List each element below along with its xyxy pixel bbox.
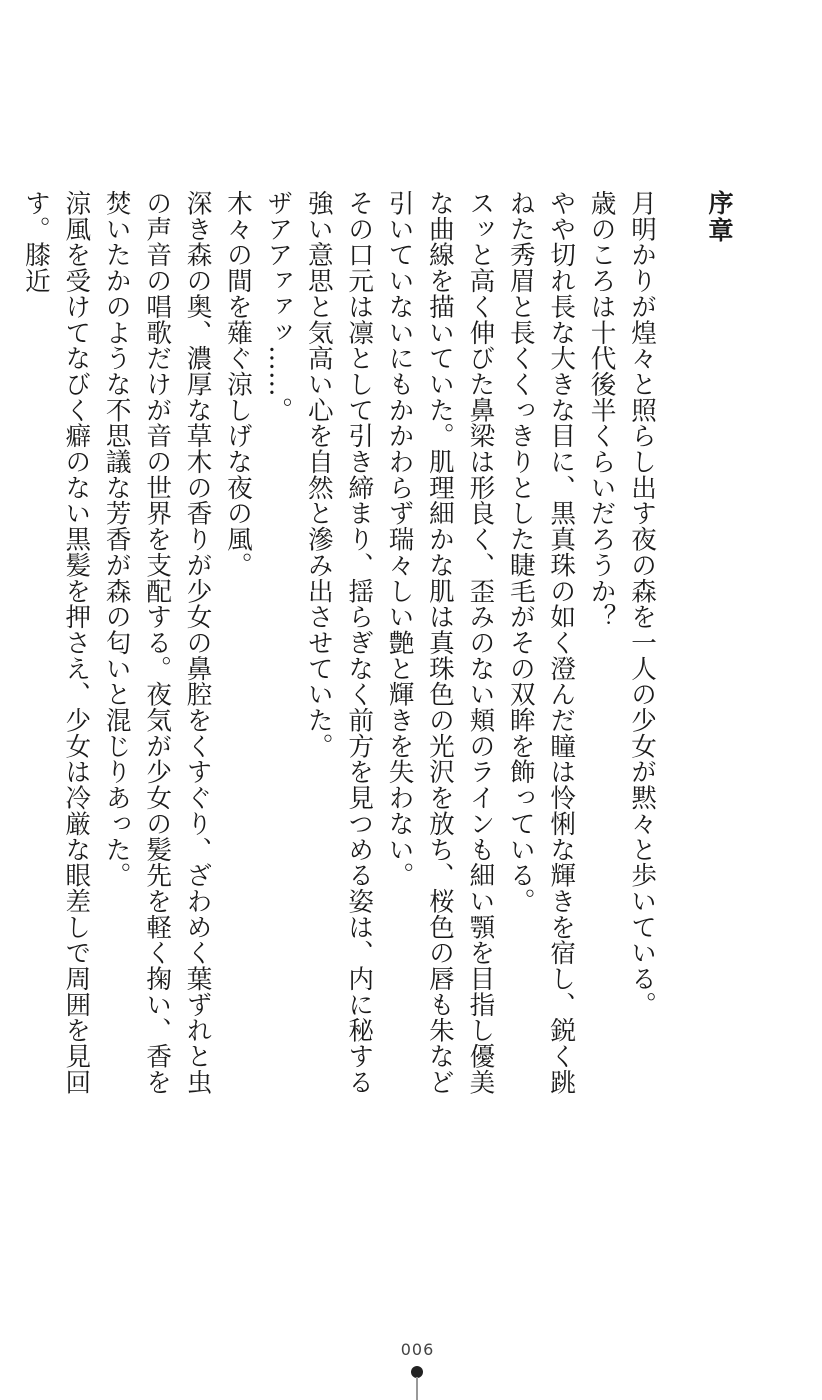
paragraph: 歳のころは十代後半くらいだろうか？ [586, 190, 617, 630]
chapter-title: 序章 [705, 190, 734, 244]
paragraph: やや切れ長な大きな目に、黒真珠の如く澄んだ瞳は怜悧な輝きを宿し、鋭く跳ねた秀眉と長くくっきりとした睫毛がその双眸を飾っている。 [505, 190, 577, 1095]
page-number: 006 [400, 1340, 435, 1359]
paragraph: 深き森の奥、濃厚な草木の香りが少女の鼻腔をくすぐり、ざわめく葉ずれと虫の声音の唱歌だけが音の世界を支配する。夜気が少女の髪先を軽く掬い、香を焚いたかのような不思議な芳香が森の匂いと混じりあった。 [101, 190, 213, 1095]
paragraph: 木々の間を薙ぐ涼しげな夜の風。 [222, 190, 253, 578]
paragraph: 涼風を受けてなびく癖のない黒髪を押さえ、少女は冷厳な眼差しで周囲を見回す。膝近 [20, 190, 92, 1095]
body-text [16, 190, 663, 1120]
paragraph: スッと高く伸びた鼻梁は形良く、歪みのない頬のラインも細い顎を目指し優美な曲線を描いていた。肌理細かな肌は真珠色の光沢を放ち、桜色の唇も朱など引いていないにもかかわらず瑞々しい艶と輝きを失わない。 [384, 190, 496, 1095]
paragraph: その口元は凛として引き締まり、揺らぎなく前方を見つめる姿は、内に秘する強い意思と気高い心を自然と滲み出させていた。 [303, 190, 375, 1095]
paragraph: ザアアァァッ……。 [263, 190, 294, 423]
folio-line [416, 1377, 418, 1400]
paragraph: 月明かりが煌々と照らし出す夜の森を一人の少女が黙々と歩いている。 [627, 190, 657, 1018]
